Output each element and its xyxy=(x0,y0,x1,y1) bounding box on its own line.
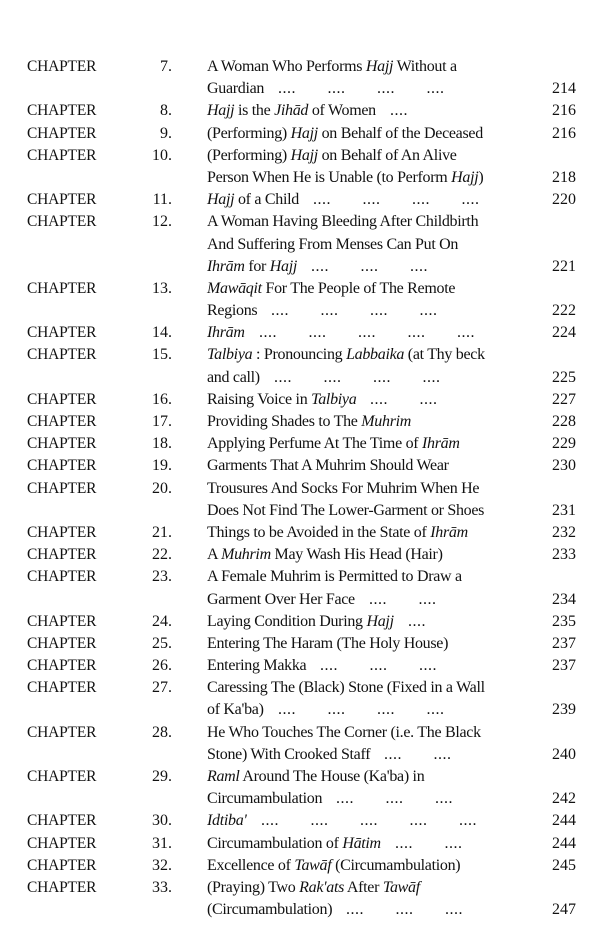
chapter-label: CHAPTER xyxy=(27,523,97,541)
leader-dots: .... .... xyxy=(384,745,452,763)
toc-line xyxy=(0,278,600,300)
title-text: Does Not Find The Lower-Garment or Shoes xyxy=(207,501,485,519)
chapter-number: 21. xyxy=(152,523,172,541)
title-text: For The People of The Remote xyxy=(261,279,456,297)
title-italic-term: Tawāf xyxy=(382,878,420,896)
chapter-title xyxy=(207,211,478,233)
toc-entry xyxy=(0,478,600,522)
title-italic-term: Ihrām xyxy=(430,523,468,541)
leader-dots: .... .... xyxy=(395,834,463,852)
toc-line xyxy=(0,766,600,788)
title-text: After xyxy=(344,878,383,896)
toc-entry xyxy=(0,411,600,433)
toc-line xyxy=(0,300,600,322)
chapter-label: CHAPTER xyxy=(27,878,97,896)
toc-line xyxy=(0,389,600,411)
leader-dots: .... xyxy=(408,612,426,630)
chapter-title xyxy=(207,455,449,477)
page-number: 233 xyxy=(552,546,576,564)
title-text: Entering The Haram (The Holy House) xyxy=(207,634,449,652)
toc-line xyxy=(0,56,600,78)
title-italic-term: Mawāqit xyxy=(207,279,262,297)
page-number: 247 xyxy=(552,901,576,919)
toc-line xyxy=(0,677,600,699)
chapter-label: CHAPTER xyxy=(27,568,97,586)
title-text: May Wash His Head (Hair) xyxy=(270,546,443,564)
leader-dots: .... .... .... xyxy=(336,790,453,808)
title-text: on Behalf of the Deceased xyxy=(317,124,483,142)
toc-line xyxy=(0,833,600,855)
chapter-label: CHAPTER xyxy=(27,856,97,874)
chapter-title xyxy=(207,145,457,167)
chapter-title xyxy=(207,877,420,899)
chapter-label: CHAPTER xyxy=(27,413,97,430)
title-italic-term: Hātim xyxy=(342,834,381,852)
title-text: Laying Condition During xyxy=(207,612,367,630)
chapter-title xyxy=(207,810,247,832)
chapter-label: CHAPTER xyxy=(27,723,97,741)
chapter-number: 27. xyxy=(152,679,172,697)
toc-entry xyxy=(0,123,600,145)
title-italic-term: Hajj xyxy=(290,146,318,164)
toc-line xyxy=(0,810,600,832)
toc-line xyxy=(0,855,600,877)
chapter-title xyxy=(207,411,411,433)
title-italic-term: Ihrām xyxy=(422,435,460,453)
chapter-title xyxy=(207,389,356,411)
leader-dots: .... .... .... .... xyxy=(278,80,445,98)
toc-entry xyxy=(0,633,600,655)
chapter-label: CHAPTER xyxy=(27,457,97,475)
chapter-number: 28. xyxy=(152,723,172,741)
chapter-label: CHAPTER xyxy=(27,679,97,697)
title-text: of Ka'ba) xyxy=(207,701,264,719)
leader-dots: .... .... .... .... xyxy=(274,368,441,386)
toc-entry xyxy=(0,833,600,855)
chapter-label: CHAPTER xyxy=(27,346,97,364)
title-italic-term: Raml xyxy=(207,768,240,785)
toc-line xyxy=(0,256,600,278)
chapter-number: 10. xyxy=(152,146,172,164)
leader-dots: .... .... .... .... .... xyxy=(259,324,475,342)
chapter-title xyxy=(207,655,306,677)
chapter-number: 22. xyxy=(152,546,172,564)
title-text: : Pronouncing xyxy=(252,346,347,364)
chapter-title xyxy=(207,344,485,366)
title-text: A Woman Having Bleeding After Childbirth xyxy=(207,213,479,231)
toc-line xyxy=(0,211,600,233)
page-number: 237 xyxy=(552,634,576,652)
page-number: 231 xyxy=(552,501,576,519)
page-number: 239 xyxy=(552,701,576,719)
chapter-title xyxy=(207,300,257,322)
title-text: (Performing) xyxy=(207,146,291,164)
title-text: He Who Touches The Corner (i.e. The Black xyxy=(207,723,481,741)
toc-entry xyxy=(0,344,600,388)
title-italic-term: Idtiba' xyxy=(207,812,247,830)
chapter-number: 14. xyxy=(152,324,172,342)
page-number: 240 xyxy=(552,745,576,763)
chapter-title xyxy=(207,744,370,766)
title-italic-term: Ihrām xyxy=(207,257,245,275)
title-text: A Female Muhrim is Permitted to Draw a xyxy=(207,568,462,586)
leader-dots: .... .... .... .... xyxy=(313,191,480,209)
title-text: Person When He is Unable (to Perform xyxy=(207,168,452,186)
page-number: 225 xyxy=(552,368,576,386)
chapter-label: CHAPTER xyxy=(27,834,97,852)
title-text: (Performing) xyxy=(207,124,291,142)
chapter-number: 19. xyxy=(152,457,172,475)
chapter-number: 11. xyxy=(152,191,172,209)
chapter-number: 32. xyxy=(152,856,172,874)
toc-line xyxy=(0,411,600,433)
title-text: Around The House (Ka'ba) in xyxy=(239,768,425,785)
toc-line xyxy=(0,478,600,500)
chapter-title xyxy=(207,234,458,256)
page-number: 221 xyxy=(552,257,576,275)
chapter-title xyxy=(207,677,485,699)
chapter-number: 17. xyxy=(152,413,172,430)
chapter-label: CHAPTER xyxy=(27,146,97,164)
title-italic-term: Ihrām xyxy=(207,324,245,342)
title-text: (Praying) Two xyxy=(207,878,300,896)
page-number: 224 xyxy=(552,324,576,342)
chapter-title xyxy=(207,566,462,588)
title-text: Entering Makka xyxy=(207,657,307,675)
title-text: Circumambulation of xyxy=(207,834,343,852)
chapter-title xyxy=(207,367,260,389)
title-text: (Circumambulation) xyxy=(331,856,461,874)
title-italic-term: Muhrim xyxy=(221,546,271,564)
chapter-number: 24. xyxy=(152,612,172,630)
chapter-title xyxy=(207,899,332,921)
title-text: Regions xyxy=(207,302,258,320)
toc-entry xyxy=(0,100,600,122)
title-text: Raising Voice in xyxy=(207,390,312,408)
toc-line xyxy=(0,633,600,655)
chapter-title xyxy=(207,100,376,122)
toc-entry xyxy=(0,189,600,211)
toc-entry xyxy=(0,566,600,610)
toc-line xyxy=(0,899,600,921)
page-number: 220 xyxy=(552,191,576,209)
toc-entry xyxy=(0,278,600,322)
title-text: of Women xyxy=(308,102,376,120)
title-italic-term: Muhrim xyxy=(361,413,412,430)
title-italic-term: Hajj xyxy=(207,102,235,120)
title-italic-term: Hajj xyxy=(366,612,394,630)
chapter-number: 13. xyxy=(152,279,172,297)
chapter-label: CHAPTER xyxy=(27,634,97,652)
chapter-title xyxy=(207,766,424,788)
toc-entry xyxy=(0,433,600,455)
toc-line xyxy=(0,189,600,211)
toc-line xyxy=(0,566,600,588)
toc-line xyxy=(0,145,600,167)
title-text: Caressing The (Black) Stone (Fixed in a Wall xyxy=(207,679,485,697)
chapter-label: CHAPTER xyxy=(27,124,97,142)
chapter-number: 9. xyxy=(160,124,172,142)
title-italic-term: Jihād xyxy=(274,102,309,120)
toc-entry xyxy=(0,677,600,721)
title-text: Things to be Avoided in the State of xyxy=(207,523,431,541)
chapter-title xyxy=(207,256,297,278)
page-number: 237 xyxy=(552,657,576,675)
chapter-title xyxy=(207,500,484,522)
title-text: Excellence of xyxy=(207,856,295,874)
toc-line xyxy=(0,500,600,522)
page-number: 230 xyxy=(552,457,576,475)
toc-line xyxy=(0,78,600,100)
toc-entry xyxy=(0,766,600,810)
chapter-label: CHAPTER xyxy=(27,213,97,231)
toc-entry xyxy=(0,56,600,100)
page-number: 218 xyxy=(552,168,576,186)
title-italic-term: Hajj xyxy=(269,257,298,275)
chapter-title xyxy=(207,433,460,455)
toc-line xyxy=(0,123,600,145)
chapter-label: CHAPTER xyxy=(27,612,97,630)
chapter-title xyxy=(207,633,448,655)
toc-line xyxy=(0,788,600,810)
title-text: A xyxy=(207,546,222,564)
title-text: and call) xyxy=(207,368,260,386)
toc-line xyxy=(0,699,600,721)
page-number: 229 xyxy=(552,435,576,453)
title-text: for xyxy=(244,257,270,275)
title-text: Providing Shades to The xyxy=(207,413,362,430)
title-text: Stone) With Crooked Staff xyxy=(207,745,371,763)
chapter-title xyxy=(207,788,322,810)
toc-line xyxy=(0,522,600,544)
chapter-label: CHAPTER xyxy=(27,324,97,342)
leader-dots: .... xyxy=(390,102,408,120)
toc-entry xyxy=(0,655,600,677)
page-number: 222 xyxy=(552,302,576,320)
chapter-number: 12. xyxy=(152,213,172,231)
chapter-number: 7. xyxy=(160,58,172,75)
toc-line xyxy=(0,722,600,744)
page-number: 242 xyxy=(552,790,576,808)
chapter-number: 16. xyxy=(152,390,172,408)
chapter-number: 18. xyxy=(152,435,172,453)
toc-entry xyxy=(0,211,600,278)
toc-line xyxy=(0,611,600,633)
toc-line xyxy=(0,455,600,477)
page-number: 228 xyxy=(552,413,576,430)
chapter-label: CHAPTER xyxy=(27,546,97,564)
toc-line xyxy=(0,589,600,611)
title-italic-term: Tawāf xyxy=(294,856,332,874)
chapter-title xyxy=(207,278,455,300)
chapter-number: 23. xyxy=(152,568,172,586)
title-text: is the xyxy=(234,102,275,120)
toc-entry xyxy=(0,611,600,633)
toc-entry xyxy=(0,877,600,921)
title-text: of a Child xyxy=(234,191,299,209)
toc-entry xyxy=(0,389,600,411)
toc-entry xyxy=(0,544,600,566)
title-italic-term: Talbiya xyxy=(207,346,253,364)
title-italic-term: Hajj xyxy=(451,168,479,186)
page-number: 235 xyxy=(552,612,576,630)
title-text: ) xyxy=(478,168,484,186)
toc-entry xyxy=(0,722,600,766)
chapter-title xyxy=(207,855,460,877)
page-number: 216 xyxy=(552,124,576,142)
title-text: Guardian xyxy=(207,80,265,98)
chapter-title xyxy=(207,123,483,145)
chapter-title xyxy=(207,699,264,721)
chapter-title xyxy=(207,611,394,633)
page-number: 245 xyxy=(552,856,576,874)
chapter-label: CHAPTER xyxy=(27,657,97,675)
page-number: 232 xyxy=(552,523,576,541)
toc-line xyxy=(0,744,600,766)
toc-entry xyxy=(0,145,600,189)
title-italic-term: Talbiya xyxy=(311,390,357,408)
chapter-title xyxy=(207,189,299,211)
chapter-title xyxy=(207,833,381,855)
toc-line xyxy=(0,234,600,256)
chapter-title xyxy=(207,722,481,744)
leader-dots: .... .... .... xyxy=(346,901,463,919)
chapter-number: 31. xyxy=(152,834,172,852)
title-italic-term: Rak'ats xyxy=(299,878,345,896)
toc-line xyxy=(0,433,600,455)
chapter-number: 26. xyxy=(152,657,172,675)
title-text: on Behalf of An Alive xyxy=(317,146,457,164)
chapter-number: 15. xyxy=(152,346,172,364)
page-number: 214 xyxy=(552,80,576,98)
chapter-number: 33. xyxy=(152,878,172,896)
chapter-number: 20. xyxy=(152,479,172,497)
chapter-label: CHAPTER xyxy=(27,435,97,453)
chapter-label: CHAPTER xyxy=(27,191,97,209)
title-text: Garments That A Muhrim Should Wear xyxy=(207,457,449,475)
toc-entry xyxy=(0,455,600,477)
toc-line xyxy=(0,322,600,344)
title-text: (Circumambulation) xyxy=(207,901,333,919)
leader-dots: .... .... .... xyxy=(311,257,428,275)
leader-dots: .... .... .... .... xyxy=(271,302,438,320)
title-text: And Suffering From Menses Can Put On xyxy=(207,235,459,253)
chapter-title xyxy=(207,544,443,566)
chapter-number: 30. xyxy=(152,812,172,830)
leader-dots: .... .... xyxy=(369,590,437,608)
leader-dots: .... .... .... .... .... xyxy=(261,812,477,830)
chapter-title xyxy=(207,167,483,189)
toc-line xyxy=(0,100,600,122)
chapter-label: CHAPTER xyxy=(27,279,97,297)
title-text: Trousures And Socks For Muhrim When He xyxy=(207,479,480,497)
chapter-label: CHAPTER xyxy=(27,768,97,785)
chapter-title xyxy=(207,322,245,344)
title-text: Circumambulation xyxy=(207,790,323,808)
title-italic-term: Hajj xyxy=(207,191,235,209)
title-italic-term: Hajj xyxy=(365,58,394,75)
chapter-title xyxy=(207,78,264,100)
toc-line xyxy=(0,877,600,899)
chapter-label: CHAPTER xyxy=(27,479,97,497)
chapter-label: CHAPTER xyxy=(27,102,97,120)
title-text: Garment Over Her Face xyxy=(207,590,355,608)
title-text: A Woman Who Performs xyxy=(207,58,366,75)
table-of-contents xyxy=(0,56,600,921)
title-text: Applying Perfume At The Time of xyxy=(207,435,422,453)
page-number: 234 xyxy=(552,590,576,608)
toc-entry xyxy=(0,810,600,832)
toc-entry xyxy=(0,322,600,344)
toc-entry xyxy=(0,855,600,877)
toc-entry xyxy=(0,522,600,544)
chapter-title xyxy=(207,478,479,500)
page-number: 244 xyxy=(552,834,576,852)
title-italic-term: Hajj xyxy=(290,124,318,142)
chapter-label: CHAPTER xyxy=(27,812,97,830)
title-italic-term: Labbaika xyxy=(346,346,405,364)
leader-dots: .... .... .... xyxy=(320,657,437,675)
title-text: Without a xyxy=(393,58,457,75)
leader-dots: .... .... .... .... xyxy=(278,701,445,719)
toc-line xyxy=(0,655,600,677)
leader-dots: .... .... xyxy=(370,390,438,408)
chapter-label: CHAPTER xyxy=(27,58,97,75)
chapter-number: 25. xyxy=(152,634,172,652)
toc-line xyxy=(0,367,600,389)
chapter-number: 29. xyxy=(152,768,172,785)
toc-line xyxy=(0,544,600,566)
chapter-number: 8. xyxy=(160,102,172,120)
page-number: 216 xyxy=(552,102,576,120)
toc-line xyxy=(0,344,600,366)
chapter-title xyxy=(207,56,457,78)
toc-line xyxy=(0,167,600,189)
page-number: 244 xyxy=(552,812,576,830)
chapter-title xyxy=(207,522,468,544)
chapter-label: CHAPTER xyxy=(27,390,97,408)
chapter-title xyxy=(207,589,355,611)
page-number: 227 xyxy=(552,390,576,408)
title-text: (at Thy beck xyxy=(404,346,485,364)
